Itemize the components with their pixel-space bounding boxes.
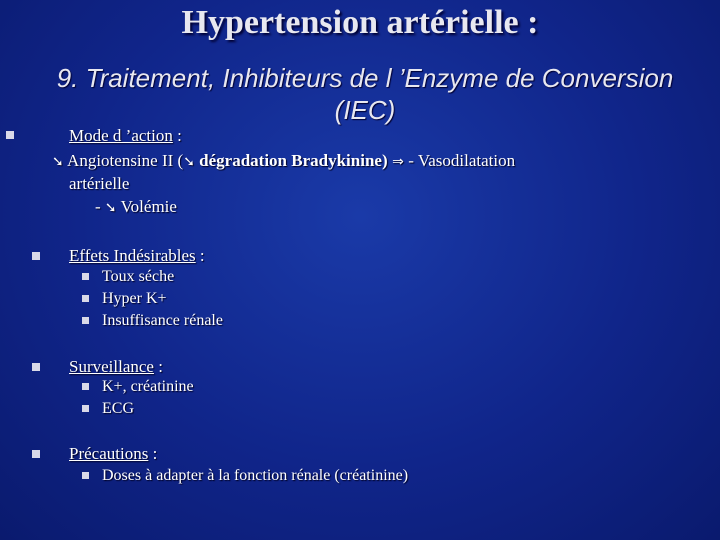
effets-item: Hyper K+ — [102, 290, 167, 307]
down-right-arrow-icon: ➘ — [104, 200, 117, 216]
square-bullet-icon — [32, 252, 40, 260]
square-bullet-icon — [82, 383, 89, 390]
precautions-heading-text: Précautions — [69, 444, 149, 463]
mode-action-line1-b: dégradation Bradykinine) — [194, 151, 388, 170]
surveillance-heading — [69, 357, 163, 377]
square-bullet-icon — [6, 131, 14, 139]
mode-action-line3 — [95, 197, 177, 217]
double-right-arrow-icon: ⇒ — [387, 154, 409, 170]
down-right-arrow-icon: ➘ — [52, 154, 64, 170]
square-bullet-icon — [32, 363, 40, 371]
square-bullet-icon — [82, 295, 89, 302]
precautions-item: Doses à adapter à la fonction rénale (créatinine) — [102, 467, 409, 484]
slide-subtitle: 9. Traitement, Inhibiteurs de l ’Enzyme de Conversion (IEC) — [56, 63, 674, 125]
mode-action-heading-text: Mode d ’action — [69, 126, 173, 145]
mode-action-line1-a: Angiotensine II ( — [63, 151, 184, 170]
precautions-heading-colon: : — [148, 444, 158, 463]
surveillance-item: K+, créatinine — [102, 378, 194, 395]
square-bullet-icon — [82, 472, 89, 479]
square-bullet-icon — [82, 405, 89, 412]
square-bullet-icon — [82, 317, 89, 324]
effets-item: Toux séche — [102, 268, 175, 285]
mode-action-heading — [69, 126, 182, 146]
surveillance-heading-text: Surveillance — [69, 357, 154, 376]
mode-action-line3-dash: - — [95, 197, 105, 216]
surveillance-item: ECG — [102, 400, 134, 417]
down-right-arrow-icon: ➘ — [183, 154, 195, 170]
effets-heading — [69, 246, 205, 266]
mode-action-line2: artérielle — [69, 174, 130, 193]
mode-action-line1 — [52, 151, 515, 171]
mode-action-line1-c: - Vasodilatation — [408, 151, 516, 170]
square-bullet-icon — [32, 450, 40, 458]
effets-item: Insuffisance rénale — [102, 312, 223, 329]
mode-action-line3-text: Volémie — [116, 197, 177, 216]
precautions-heading — [69, 444, 157, 464]
mode-action-heading-colon: : — [172, 126, 182, 145]
effets-heading-text: Effets Indésirables — [69, 246, 196, 265]
square-bullet-icon — [82, 273, 89, 280]
effets-heading-colon: : — [195, 246, 205, 265]
slide-title: Hypertension artérielle : — [181, 4, 539, 41]
surveillance-heading-colon: : — [153, 357, 163, 376]
